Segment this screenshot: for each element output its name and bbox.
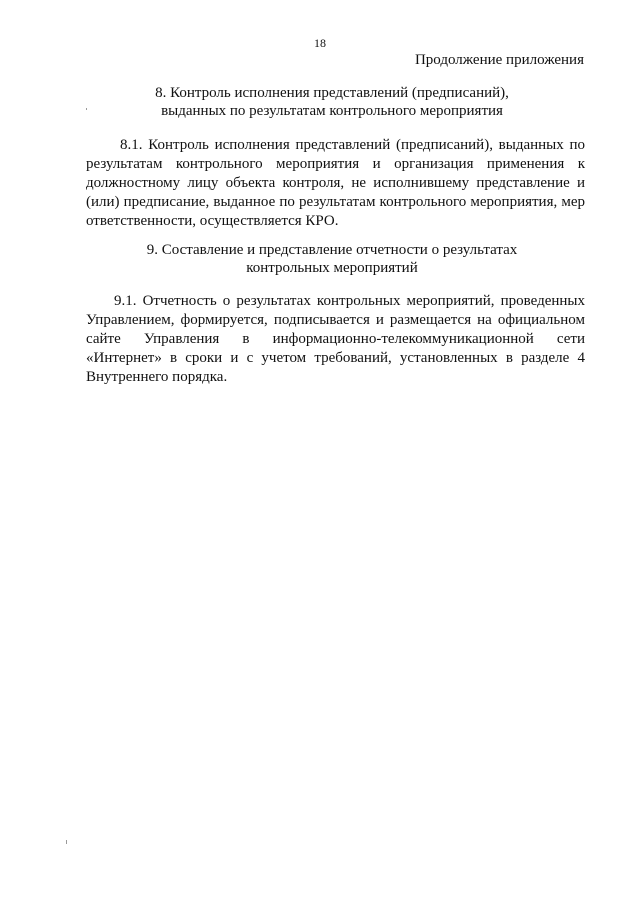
paragraph-line: (или) предписание, выданное по результатам контрольного мероприятия, мер [86, 194, 585, 210]
scan-artifact [66, 840, 67, 844]
scan-artifact [86, 108, 87, 110]
section-9-heading [80, 241, 584, 277]
section-8-heading-line: 8. Контроль исполнения представлений (предписаний), [155, 85, 509, 101]
paragraph-line: «Интернет» в сроки и с учетом требований, установленных в разделе 4 [86, 350, 585, 366]
paragraph-line: ответственности, осуществляется КРО. [86, 213, 339, 229]
paragraph-line: 8.1. Контроль исполнения представлений (предписаний), выданных по [120, 137, 585, 153]
paragraph-line: 9.1. Отчетность о результатах контрольных мероприятий, проведенных [114, 293, 585, 309]
paragraph-line: сайте Управления в информационно-телекоммуникационной сети [86, 331, 585, 347]
section-8-heading-line: выданных по результатам контрольного мероприятия [161, 103, 503, 119]
paragraph-line: должностному лицу объекта контроля, не исполнившему представление и [86, 175, 585, 191]
paragraph-line: Внутреннего порядка. [86, 369, 228, 385]
paragraph-line: результатам контрольного мероприятия и организация применения к [86, 156, 585, 172]
section-9-heading-line: 9. Составление и представление отчетности о результатах [146, 242, 518, 258]
paragraph-line: Управлением, формируется, подписывается и размещается на официальном [86, 312, 585, 328]
section-9-heading-line: контрольных мероприятий [246, 260, 418, 276]
page-number: 18 [314, 36, 326, 50]
section-9-paragraph [86, 292, 585, 387]
appendix-note: Продолжение приложения [414, 52, 584, 68]
section-8-paragraph [86, 136, 585, 231]
section-8-heading [80, 84, 584, 120]
